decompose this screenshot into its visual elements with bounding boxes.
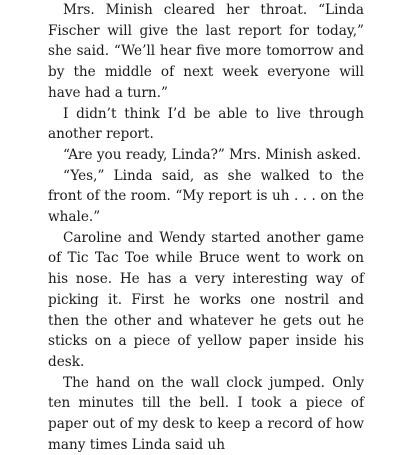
paragraph-6: The hand on the wall clock jumped. Only ten minutes till the bell. I took a piece of paper out of my desk to keep a record of how many times Linda said uh [48, 374, 364, 453]
page-text [48, 0, 364, 453]
paragraph-2: I didn’t think I’d be able to live through another report. [48, 105, 364, 143]
paragraph-1: Mrs. Minish cleared her throat. “Linda Fischer will give the last report for today,” she said. “We’ll hear five more tomorrow and by the middle of next week everyone will have had a turn.” [48, 2, 364, 101]
paragraph-3: “Are you ready, Linda?” Mrs. Minish asked. [63, 146, 362, 163]
paragraph-5: Caroline and Wendy started another game of Tic Tac Toe while Bruce went to work on his nose. He has a very interesting way of picking it. First he works one nostril and then the other and whatever he gets out he sticks on a piece of yellow paper inside his desk. [48, 229, 364, 370]
paragraph-4: “Yes,” Linda said, as she walked to the front of the room. “My report is uh . . . on the whale.” [48, 167, 364, 226]
